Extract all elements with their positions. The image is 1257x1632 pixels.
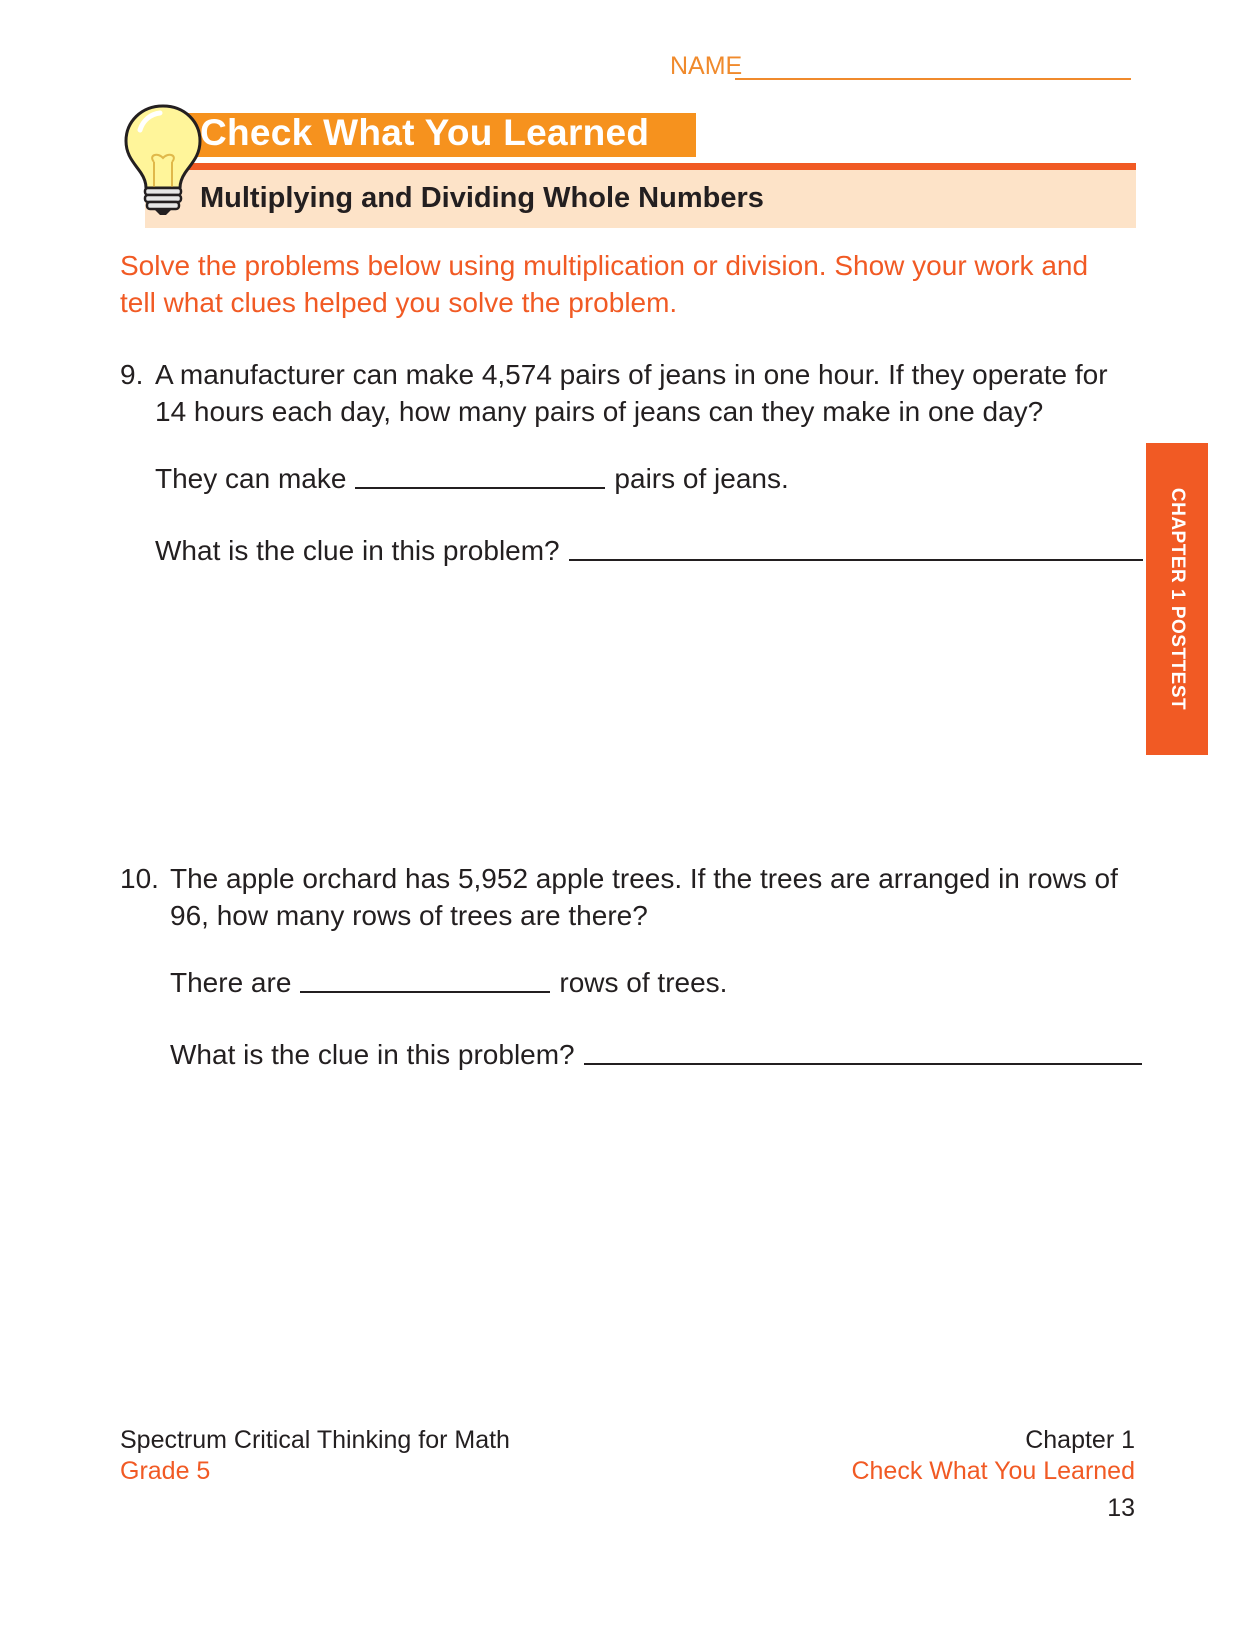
answer-prefix: They can make [155, 463, 347, 494]
answer-row [170, 967, 727, 999]
answer-blank[interactable] [300, 990, 550, 993]
side-tab-label: CHAPTER 1 POSTTEST [1167, 487, 1188, 711]
instructions: Solve the problems below using multiplication or division. Show your work and tell what clues helped you solve the problem. [120, 250, 1089, 318]
answer-prefix: There are [170, 967, 292, 998]
clue-row [170, 1039, 1151, 1071]
footer-series: Spectrum Critical Thinking for Math [120, 1426, 510, 1454]
name-field[interactable] [735, 78, 1131, 80]
clue-blank[interactable] [569, 558, 1143, 561]
question-text: The apple orchard has 5,952 apple trees. If the trees are arranged in rows of 96, how many rows of trees are there? [170, 863, 1118, 931]
page-title: Check What You Learned [200, 112, 650, 153]
header-rule [148, 163, 1136, 170]
question-text: A manufacturer can make 4,574 pairs of jeans in one hour. If they operate for 14 hours each day, how many pairs of jeans can they make in one day? [155, 359, 1108, 427]
question-number: 9. [120, 359, 144, 390]
clue-prompt: What is the clue in this problem? [155, 535, 560, 566]
answer-suffix: pairs of jeans. [614, 463, 789, 494]
page-number: 13 [1107, 1494, 1135, 1522]
answer-blank[interactable] [355, 486, 605, 489]
light-bulb-icon [118, 100, 208, 218]
question-number: 10. [120, 863, 159, 894]
chapter-side-tab [1146, 443, 1208, 755]
footer-section: Check What You Learned [851, 1457, 1135, 1485]
clue-row [155, 535, 1152, 567]
footer-chapter: Chapter 1 [1025, 1426, 1135, 1454]
footer-grade: Grade 5 [120, 1457, 211, 1485]
clue-blank[interactable] [584, 1062, 1142, 1065]
page-subtitle: Multiplying and Dividing Whole Numbers [200, 182, 764, 214]
answer-row [155, 463, 789, 495]
answer-suffix: rows of trees. [559, 967, 728, 998]
clue-prompt: What is the clue in this problem? [170, 1039, 575, 1070]
name-label: NAME [670, 52, 743, 80]
